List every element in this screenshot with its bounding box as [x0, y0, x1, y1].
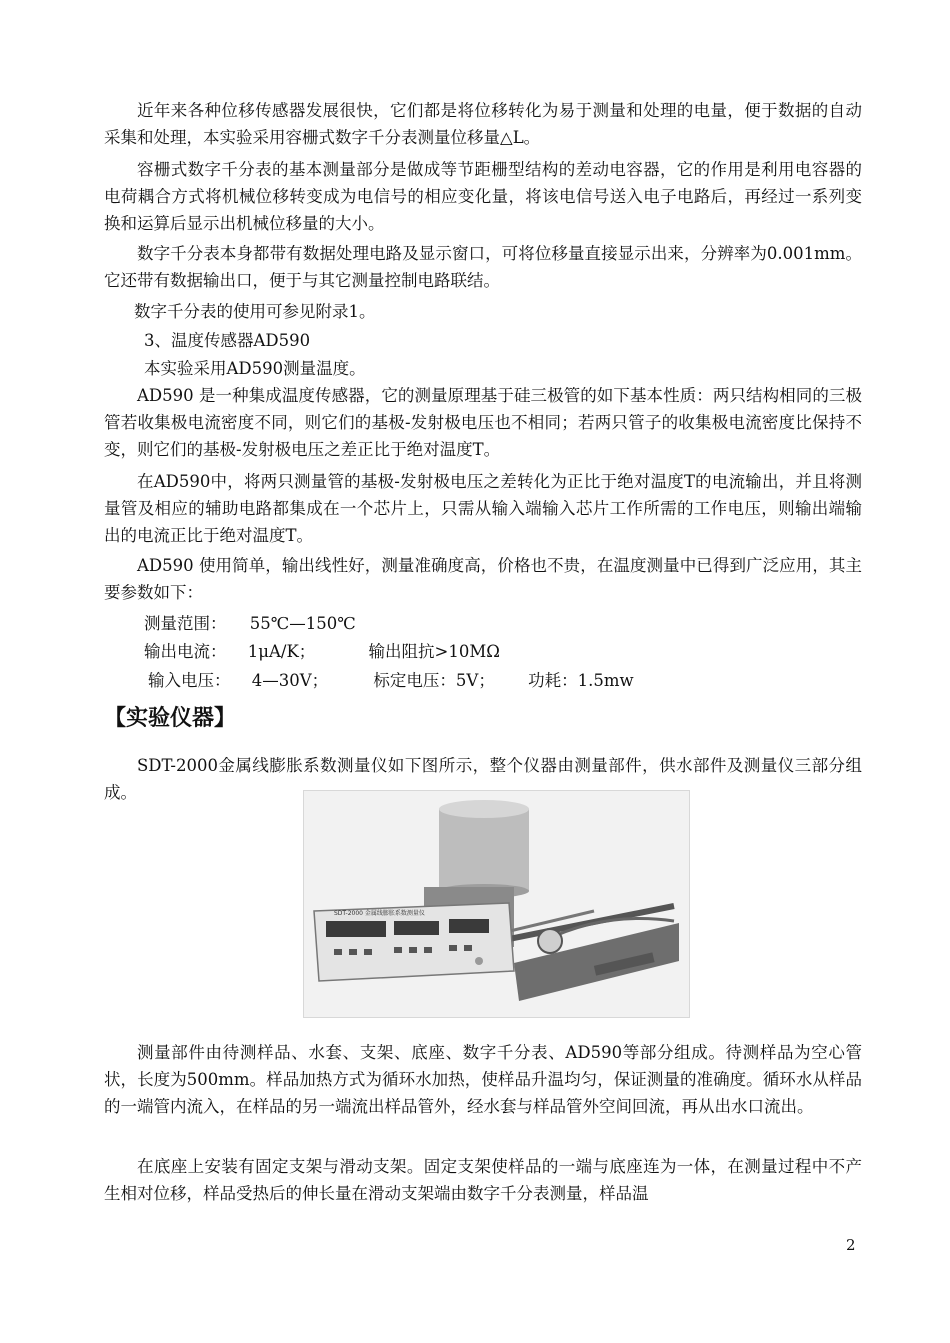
- page-number: 2: [846, 1236, 856, 1254]
- section-heading-instruments: 【实验仪器】: [104, 706, 237, 731]
- dial-gauge: [538, 929, 562, 953]
- param-current-label: 输出电流：: [144, 642, 227, 661]
- param-range-value: 55℃—150℃: [249, 614, 356, 633]
- param-measure-range: [144, 610, 356, 637]
- param-input-voltage-row: [148, 667, 634, 694]
- param-voltage-label: 输入电压：: [148, 671, 231, 690]
- instrument-illustration: [304, 791, 689, 1017]
- param-voltage-value: 4—30V；: [251, 671, 329, 690]
- paragraph-measuring-parts: 测量部件由待测样品、水套、支架、底座、数字千分表、AD590等部分组成。待测样品为空心管状，长度为500mm。样品加热方式为循环水加热，使样品升温均匀，保证测量的准确度。循环水从样品的一端管内流入，在样品的另一端流出样品管外，经水套与样品管外空间回流，再从出水口流出。: [104, 1043, 862, 1116]
- panel-display: [326, 921, 386, 937]
- param-calibration-voltage: 标定电压：5V；: [373, 671, 495, 690]
- paragraph-displacement-sensors: 近年来各种位移传感器发展很快，它们都是将位移转化为易于测量和处理的电量，便于数据的自动采集和处理，本实验采用容栅式数字千分表测量位移量△L。: [104, 101, 862, 147]
- subsection-title-ad590: 3、温度传感器AD590: [144, 331, 311, 350]
- param-output-current-row: [144, 638, 500, 665]
- param-power: 功耗：1.5mw: [528, 671, 634, 690]
- paragraph-ad590-features: AD590 使用简单，输出线性好，测量准确度高，价格也不贵，在温度测量中已得到广泛应用，其主要参数如下：: [104, 556, 862, 602]
- paragraph-gauge-resolution: 数字千分表本身都带有数据处理电路及显示窗口，可将位移量直接显示出来，分辨率为0.001mm。它还带有数据输出口，便于与其它测量控制电路联结。: [104, 244, 862, 290]
- paragraph-supports: 在底座上安装有固定支架与滑动支架。固定支架使样品的一端与底座连为一体，在测量过程中不产生相对位移，样品受热后的伸长量在滑动支架端由数字千分表测量，样品温: [104, 1157, 862, 1203]
- paragraph-ad590-conversion: 在AD590中，将两只测量管的基极-发射极电压之差转化为正比于绝对温度T的电流输出，并且将测量管及相应的辅助电路都集成在一个芯片上，只需从输入端输入芯片工作所需的工作电压，则输出端输出的电流正比于绝对温度T。: [104, 472, 862, 545]
- paragraph-appendix-ref: 数字千分表的使用可参见附录1。: [134, 302, 376, 321]
- paragraph-ad590-principle: AD590 是一种集成温度传感器，它的测量原理基于硅三极管的如下基本性质：两只结构相同的三极管若收集极电流密度不同，则它们的基极-发射极电压也不相同；若两只管子的收集极电流密度比保持不变，则它们的基极-发射极电压之差正比于绝对温度T。: [104, 386, 862, 459]
- paragraph-ad590-usage: 本实验采用AD590测量温度。: [144, 359, 366, 378]
- heating-cylinder: [439, 809, 529, 891]
- param-impedance: 输出阻抗>10MΩ: [368, 642, 500, 661]
- instrument-photo: [303, 790, 690, 1018]
- paragraph-capacitive-gauge: 容栅式数字千分表的基本测量部分是做成等节距栅型结构的差动电容器，它的作用是利用电容器的电荷耦合方式将机械位移转变成为电信号的相应变化量，将该电信号送入电子电路后，再经过一系列变换和运算后显示出机械位移量的大小。: [104, 160, 862, 233]
- paragraph-instrument-intro: SDT-2000金属线膨胀系数测量仪如下图所示，整个仪器由测量部件，供水部件及测量仪三部分组成。: [104, 756, 862, 802]
- param-range-label: 测量范围：: [144, 614, 227, 633]
- param-current-value: 1μA/K；: [247, 642, 316, 661]
- panel-title: SDT-2000 金属线膨胀系数测量仪: [334, 910, 425, 917]
